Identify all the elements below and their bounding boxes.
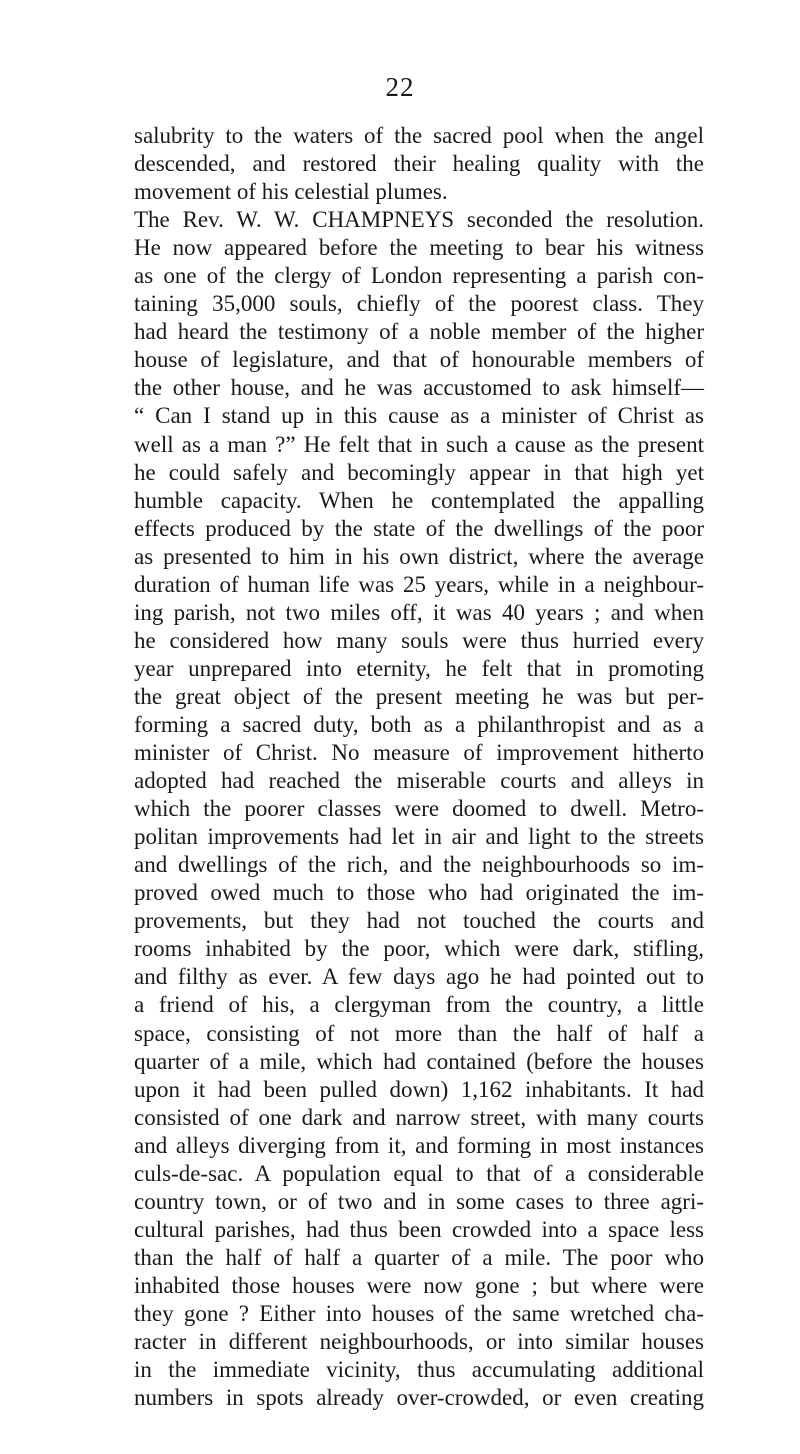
text-line: ing parish, not two miles off, it was 40 years ; and when: [134, 599, 704, 625]
text-line: and filthy as ever. A few days ago he had pointed out to: [134, 964, 704, 990]
text-line: adopted had reached the miserable courts and alleys in: [134, 768, 704, 794]
text-line: a friend of his, a clergyman from the country, a little: [134, 992, 704, 1018]
text-line: the great object of the present meeting he was but per-: [134, 683, 704, 709]
text-line: culs-de-sac. A population equal to that of a considerable: [134, 1160, 704, 1186]
text-line: minister of Christ. No measure of improvement hitherto: [134, 740, 704, 766]
text-line: upon it had been pulled down) 1,162 inhabitants. It had: [134, 1076, 704, 1102]
text-line: house of legislature, and that of honourable members of: [134, 347, 704, 373]
page-number: 22: [385, 72, 415, 102]
text-line: had heard the testimony of a noble member of the higher: [134, 319, 704, 345]
text-line: forming a sacred duty, both as a philanthropist and as a: [134, 711, 704, 737]
text-line: “ Can I stand up in this cause as a minister of Christ as: [134, 403, 704, 429]
text-line: as one of the clergy of London representing a parish con-: [134, 263, 704, 289]
text-line: salubrity to the waters of the sacred pool when the angel: [134, 123, 704, 148]
text-line: as presented to him in his own district, where the average: [134, 543, 704, 569]
text-line: year unprepared into eternity, he felt that in promoting: [134, 655, 704, 681]
text-line: consisted of one dark and narrow street, with many courts: [134, 1104, 704, 1130]
text-line: the other house, and he was accustomed to ask himself—: [134, 375, 704, 401]
text-line: racter in different neighbourhoods, or into similar houses: [134, 1329, 704, 1355]
text-line: well as a man ?” He felt that in such a cause as the present: [134, 431, 704, 457]
text-line: country town, or of two and in some cases to three agri-: [134, 1188, 704, 1214]
text-line: than the half of half a quarter of a mile. The poor who: [134, 1244, 704, 1270]
text-line: The Rev. W. W. CHAMPNEYS seconded the resolution.: [134, 207, 704, 233]
text-line: humble capacity. When he contemplated the appalling: [134, 487, 704, 513]
text-line: which the poorer classes were doomed to dwell. Metro-: [134, 796, 704, 822]
text-line: in the immediate vicinity, thus accumulating additional: [134, 1357, 704, 1383]
text-line: proved owed much to those who had originated the im-: [134, 880, 704, 906]
text-line: he considered how many souls were thus hurried every: [134, 627, 704, 653]
text-line: He now appeared before the meeting to bear his witness: [134, 235, 704, 261]
body-text: [134, 122, 704, 1412]
text-line: numbers in spots already over-crowded, or even creating: [134, 1385, 704, 1411]
text-line: and alleys diverging from it, and forming in most instances: [134, 1132, 704, 1158]
text-line: movement of his celestial plumes.: [134, 179, 448, 205]
text-line: duration of human life was 25 years, while in a neighbour-: [134, 571, 704, 597]
text-line: descended, and restored their healing quality with the: [134, 151, 704, 177]
text-line: space, consisting of not more than the half of half a: [134, 1020, 704, 1046]
text-line: quarter of a mile, which had contained (before the houses: [134, 1048, 704, 1074]
text-line: he could safely and becomingly appear in that high yet: [134, 459, 704, 485]
text-line: provements, but they had not touched the courts and: [134, 908, 704, 934]
text-line: and dwellings of the rich, and the neighbourhoods so im-: [134, 852, 704, 878]
text-line: rooms inhabited by the poor, which were dark, stifling,: [134, 936, 704, 962]
text-line: they gone ? Either into houses of the same wretched cha-: [134, 1300, 704, 1326]
text-line: inhabited those houses were now gone ; but where were: [134, 1272, 704, 1298]
text-line: cultural parishes, had thus been crowded into a space less: [134, 1216, 704, 1242]
text-line: taining 35,000 souls, chiefly of the poorest class. They: [134, 291, 704, 317]
text-line: effects produced by the state of the dwellings of the poor: [134, 515, 704, 541]
text-line: politan improvements had let in air and light to the streets: [134, 824, 704, 850]
